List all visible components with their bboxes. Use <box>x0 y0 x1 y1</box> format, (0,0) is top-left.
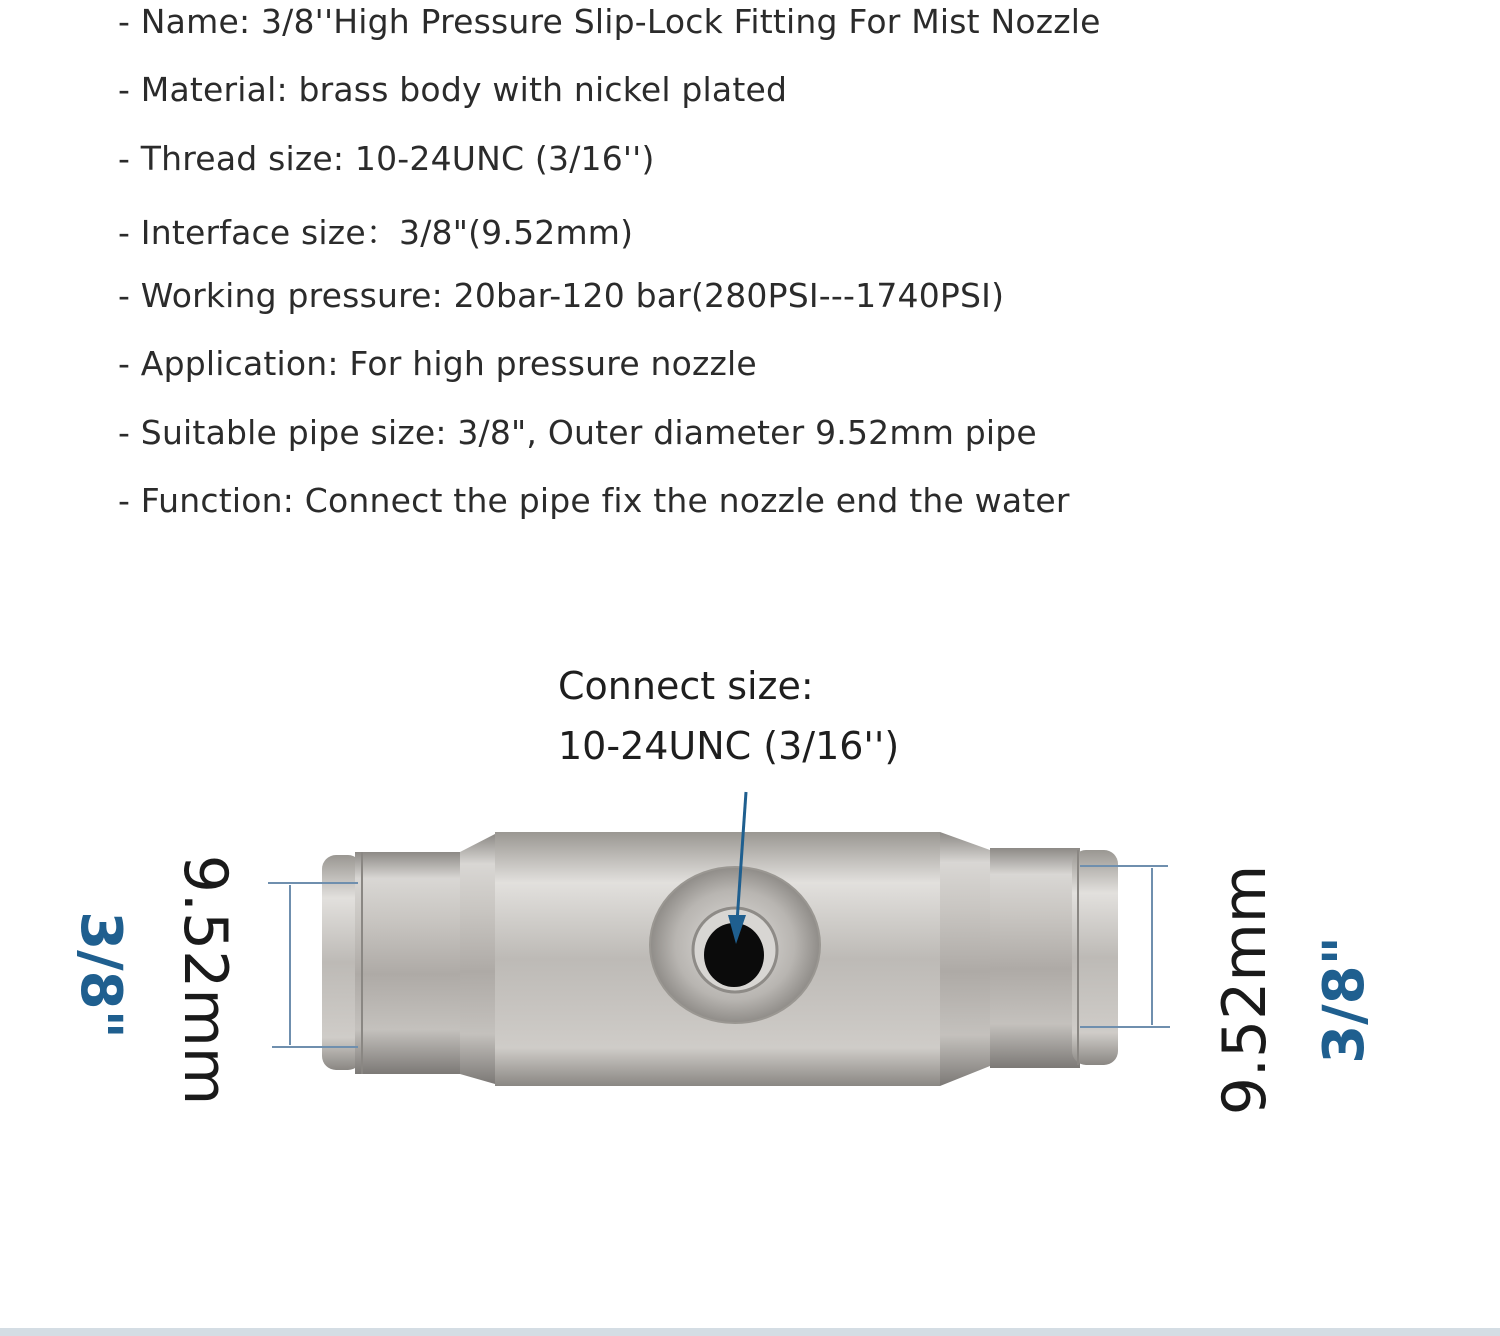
spec-name: - Name: 3/8''High Pressure Slip-Lock Fitting For Mist Nozzle <box>118 2 1101 41</box>
right-mm-label: 9.52mm <box>1210 864 1280 1116</box>
spec-working-pressure: - Working pressure: 20bar-120 bar(280PSI---1740PSI) <box>118 276 1005 315</box>
right-collet <box>990 848 1118 1068</box>
left-inch-label: 3/8" <box>68 911 133 1039</box>
left-collet <box>322 852 460 1074</box>
spec-function: - Function: Connect the pipe fix the nozzle end the water <box>118 481 1070 520</box>
left-mm-label: 9.52mm <box>170 854 240 1106</box>
spec-material: - Material: brass body with nickel plated <box>118 70 788 109</box>
bottom-divider <box>0 1328 1500 1336</box>
spec-application: - Application: For high pressure nozzle <box>118 344 757 383</box>
right-taper <box>940 832 990 1086</box>
spec-pipe-size: - Suitable pipe size: 3/8", Outer diameter 9.52mm pipe <box>118 413 1037 452</box>
spec-interface-size: - Interface size：3/8"(9.52mm) <box>118 213 634 252</box>
spec-thread-size: - Thread size: 10-24UNC (3/16'') <box>118 139 655 178</box>
threaded-port <box>650 867 820 1023</box>
left-taper <box>460 834 495 1084</box>
callout-value: 10-24UNC (3/16'') <box>558 724 900 768</box>
right-inch-label: 3/8" <box>1312 936 1377 1064</box>
callout-title: Connect size: <box>558 664 814 708</box>
